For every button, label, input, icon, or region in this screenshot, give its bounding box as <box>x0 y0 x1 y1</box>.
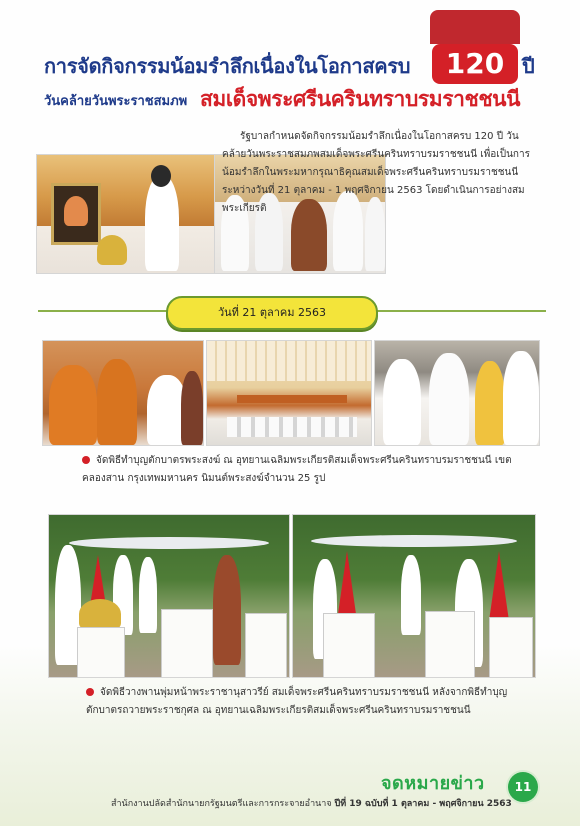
date-heading: วันที่ 21 ตุลาคม 2563 <box>166 296 378 330</box>
page-number: 11 <box>508 772 538 802</box>
caption-wreath-laying-text: จัดพิธีวางพานพุ่มหน้าพระราชานุสาวรีย์ สมเด็จพระศรีนครินทราบรมราชชนนี หลังจากพิธีทำบุญตักบาตรถวายพระราชกุศล ณ อุทยานเฉลิมพระเกียรติสมเด็จพระศรีนครินทราบรมราชชนนี <box>86 687 508 716</box>
subtitle-highlight: สมเด็จพระศรีนครินทราบรมราชชนนี <box>200 87 521 111</box>
photo-monks-almsgiving <box>42 340 204 446</box>
intro-text <box>222 128 532 218</box>
photo-wreath-laying-2 <box>292 514 536 678</box>
subtitle-prefix: วันคล้ายวันพระราชสมภพ <box>44 94 188 109</box>
footer-publisher: สำนักงานปลัดสำนักนายกรัฐมนตรีและการกระจายอำนาจ <box>111 799 332 809</box>
anniversary-number-badge: 120 <box>432 44 518 84</box>
photo-tent-ceremony <box>206 340 372 446</box>
footer-issue: ปีที่ 19 ฉบับที่ 1 ตุลาคม - พฤศจิกายน 2563 <box>334 799 512 809</box>
anniversary-unit: ปี <box>522 54 535 78</box>
header-ribbon <box>430 10 520 44</box>
caption-almsgiving-text: จัดพิธีทำบุญตักบาตรพระสงฆ์ ณ อุทยานเฉลิมพระเกียรติสมเด็จพระศรีนครินทราบรมราชชนนี เขตคลองสาน กรุงเทพมหานคร นิมนต์พระสงฆ์จำนวน 25 รูป <box>82 455 512 484</box>
page-title: การจัดกิจกรรมน้อมรำลึกเนื่องในโอกาสครบ <box>44 54 411 78</box>
photo-officials-uniform <box>374 340 540 446</box>
photo-wreath-laying-1 <box>48 514 290 678</box>
caption-almsgiving <box>82 452 542 488</box>
caption-wreath-laying <box>86 684 540 720</box>
bullet-icon <box>86 688 94 696</box>
magazine-name: จดหมายข่าว <box>381 773 485 794</box>
footer-publication-info <box>111 796 512 810</box>
intro-paragraph: รัฐบาลกำหนดจัดกิจกรรมน้อมรำลึกเนื่องในโอกาสครบ 120 ปี วันคล้ายวันพระราชสมภพสมเด็จพระศรีนครินทราบรมราชชนนี เพื่อเป็นการน้อมรำลึกในพระมหากรุณาธิคุณสมเด็จพระศรีนครินทราบรมราชชนนี ระหว่างวันที่ 21 ตุลาคม - 1 พฤศจิกายน 2563 โดยดำเนินการอย่างสมพระเกียรติ <box>222 131 530 214</box>
bullet-icon <box>82 456 90 464</box>
